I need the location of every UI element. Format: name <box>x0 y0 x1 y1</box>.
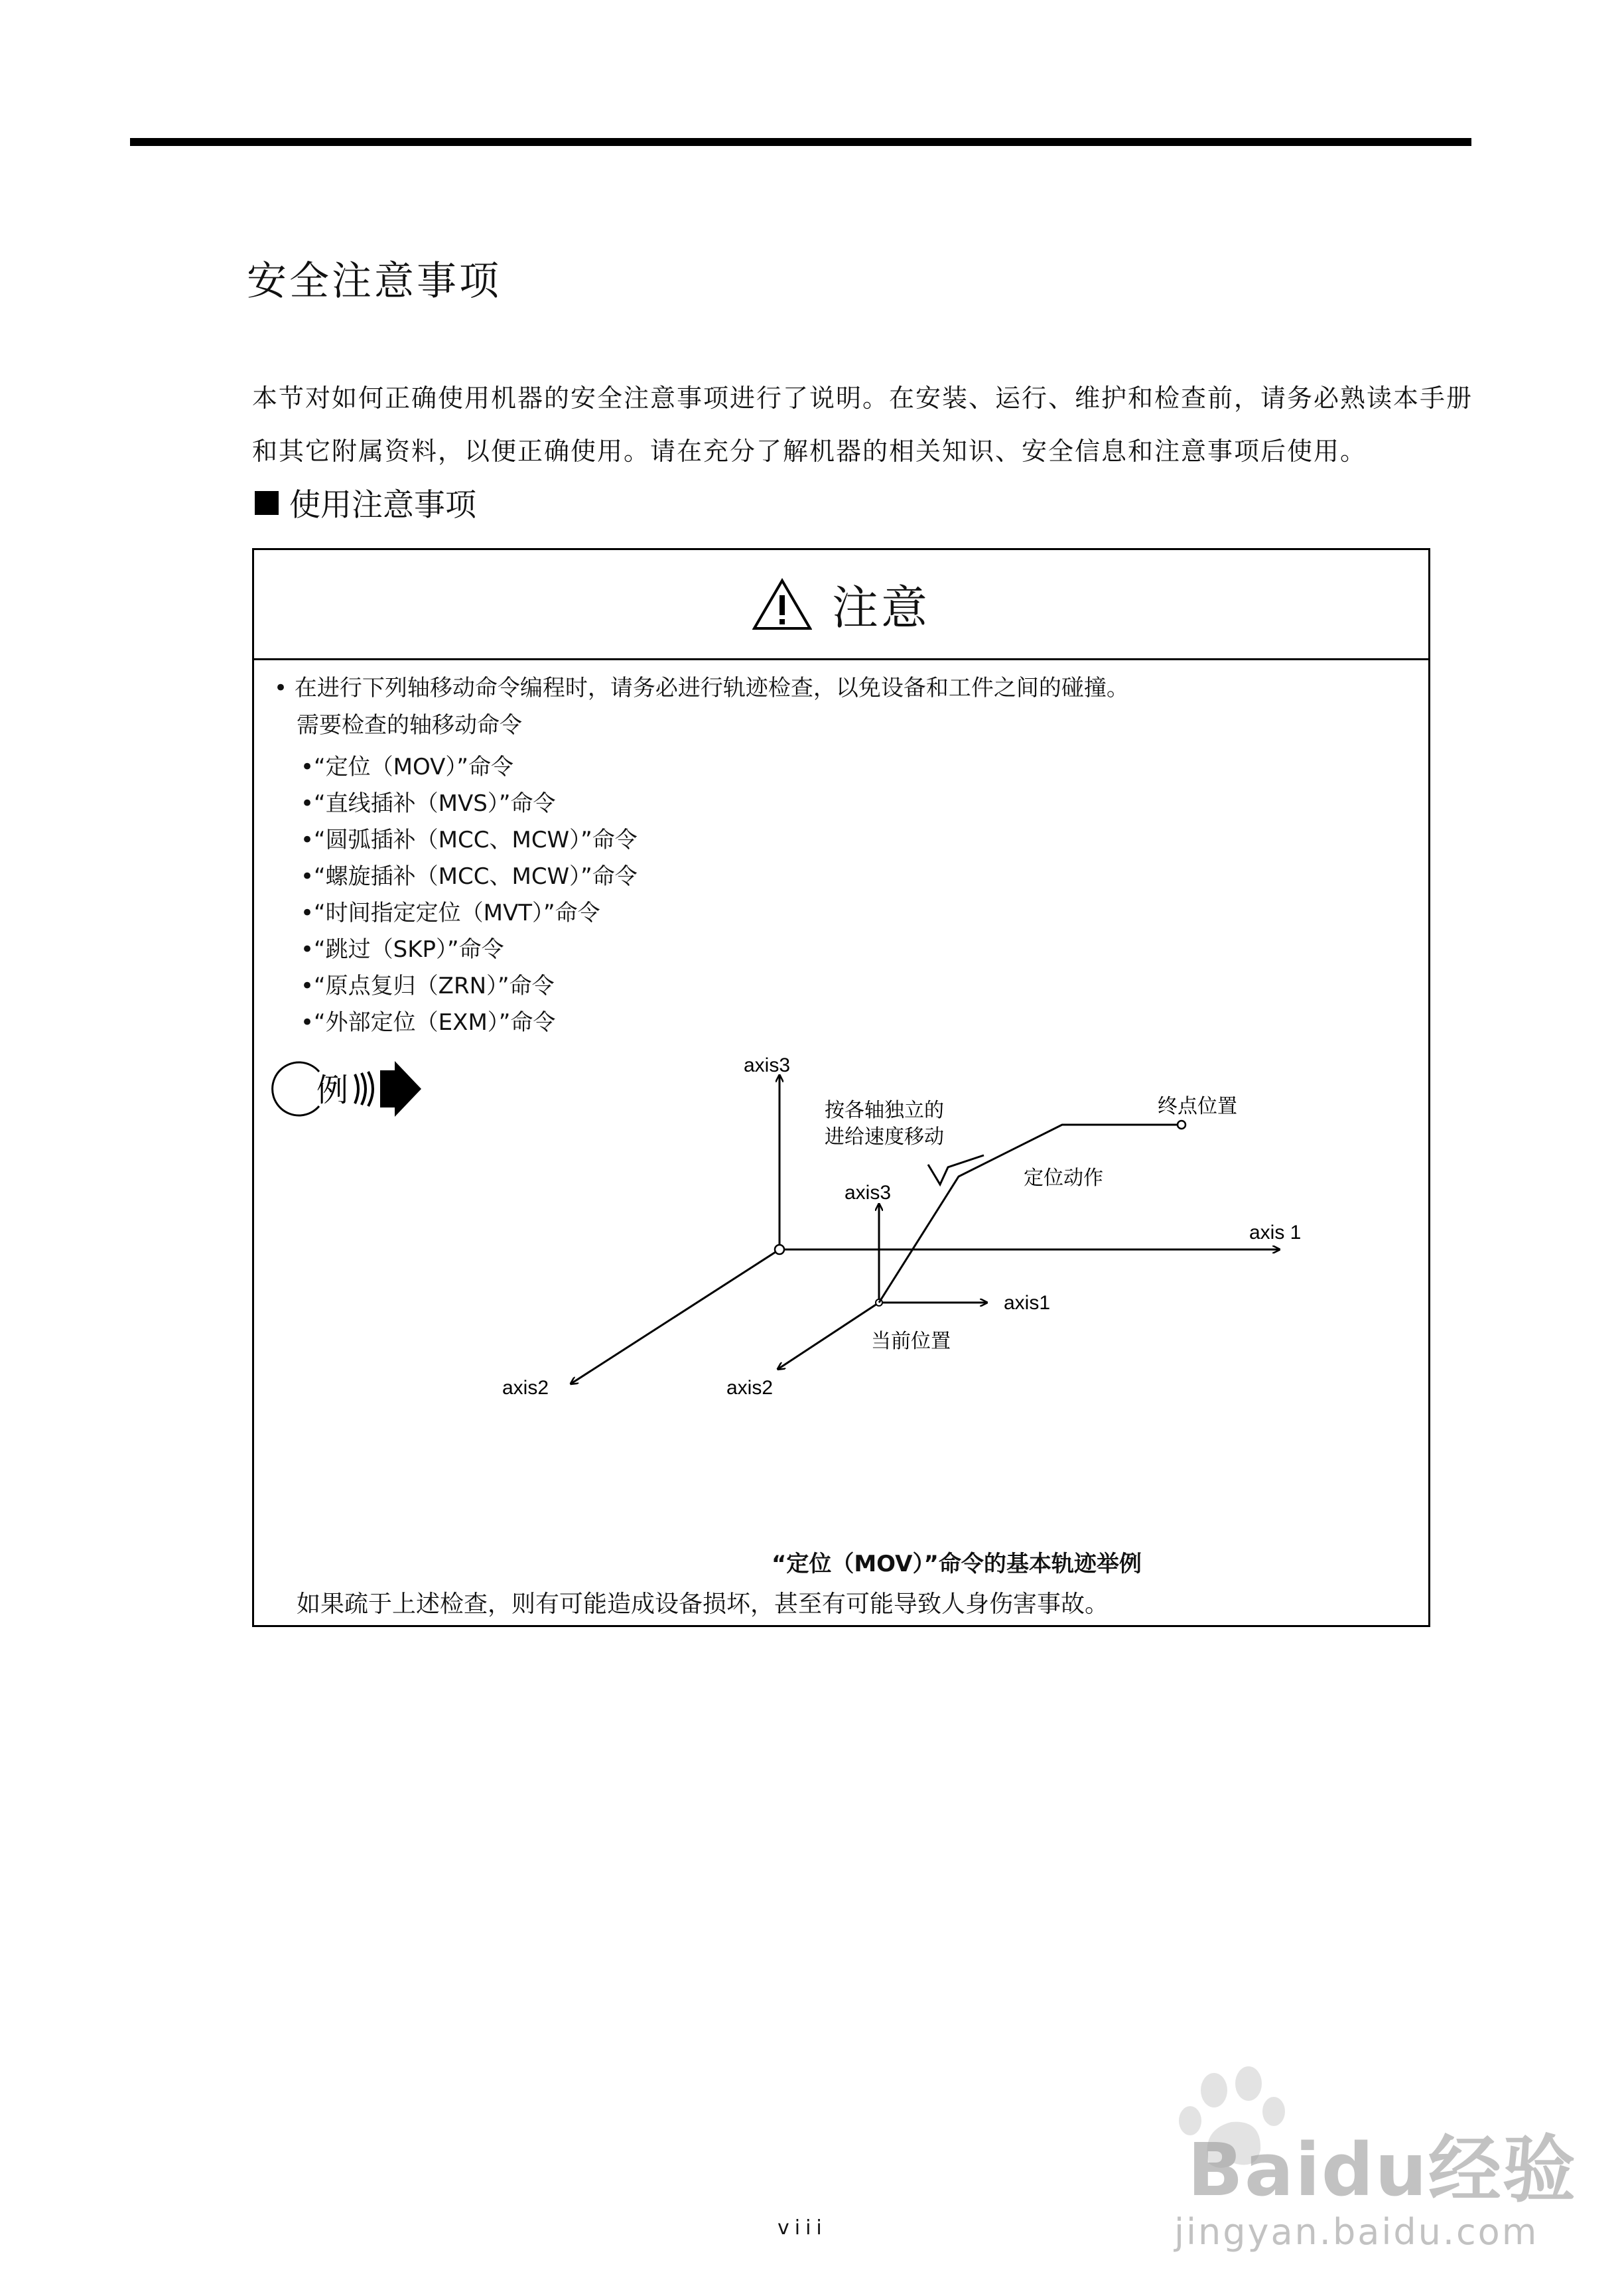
caution-header <box>254 550 1428 660</box>
warning-triangle-icon <box>752 578 812 631</box>
list-item: •“原点复归（ZRN）”命令 <box>301 973 555 999</box>
list-item: •“定位（MOV）”命令 <box>301 754 514 780</box>
main-axis3-label: axis3 <box>744 1054 791 1076</box>
local-axis2-label: axis2 <box>726 1377 774 1399</box>
caution-bullet: • 在进行下列轴移动命令编程时，请务必进行轨迹检查，以免设备和工件之间的碰撞。 <box>274 675 1129 701</box>
list-item: •“圆弧插补（MCC、MCW）”命令 <box>301 827 638 853</box>
trajectory-path <box>879 1125 1178 1303</box>
list-item: •“螺旋插补（MCC、MCW）”命令 <box>301 863 638 890</box>
current-position-label: 当前位置 <box>871 1330 951 1352</box>
local-axis2-line <box>778 1303 879 1369</box>
caution-box <box>252 548 1430 1627</box>
example-badge-icon <box>273 1061 421 1117</box>
trajectory-diagram <box>254 1054 1428 1545</box>
main-axis2-label: axis2 <box>502 1377 549 1399</box>
section-title-text: 使用注意事项 <box>289 487 476 524</box>
local-axis1-label: axis1 <box>1004 1292 1051 1314</box>
section-heading <box>255 480 476 525</box>
list-item: •“时间指定定位（MVT）”命令 <box>301 900 600 926</box>
closing-note: 如果疏于上述检查，则有可能造成设备损坏，甚至有可能导致人身伤害事故。 <box>297 1591 1109 1618</box>
page-title: 安全注意事项 <box>247 258 502 305</box>
watermark-url: jingyan.baidu.com <box>1174 2211 1539 2253</box>
intro-paragraph: 本节对如何正确使用机器的安全注意事项进行了说明。在安装、运行、维护和检查前，请务必熟读本手册和其它附属资料，以便正确使用。请在充分了解机器的相关知识、安全信息和注意事项后使用。 <box>252 384 1473 466</box>
end-position-marker <box>1178 1121 1185 1129</box>
main-axis1-label: axis 1 <box>1249 1222 1302 1244</box>
watermark-brand: Baidu经验 <box>1187 2127 1577 2212</box>
motion-label: 定位动作 <box>1024 1167 1103 1189</box>
caution-heading: 注意 <box>832 581 930 635</box>
caution-subheading: 需要检查的轴移动命令 <box>297 712 522 739</box>
list-item: •“外部定位（EXM）”命令 <box>301 1009 556 1036</box>
example-label: 例 <box>316 1073 349 1108</box>
list-item: •“直线插补（MVS）”命令 <box>301 790 556 817</box>
top-rule <box>130 138 1471 146</box>
note-line1: 按各轴独立的 <box>825 1100 944 1121</box>
square-bullet-icon <box>255 491 279 515</box>
local-axis3-label: axis3 <box>845 1182 892 1204</box>
note-line2: 进给速度移动 <box>825 1126 944 1148</box>
main-origin-marker <box>775 1245 784 1254</box>
end-position-label: 终点位置 <box>1158 1096 1237 1117</box>
list-item: •“跳过（SKP）”命令 <box>301 936 504 963</box>
main-axis2-line <box>571 1249 779 1384</box>
command-list <box>301 749 638 1041</box>
page-number: viii <box>778 2216 827 2240</box>
diagram-caption: “定位（MOV）”命令的基本轨迹举例 <box>772 1551 1142 1577</box>
